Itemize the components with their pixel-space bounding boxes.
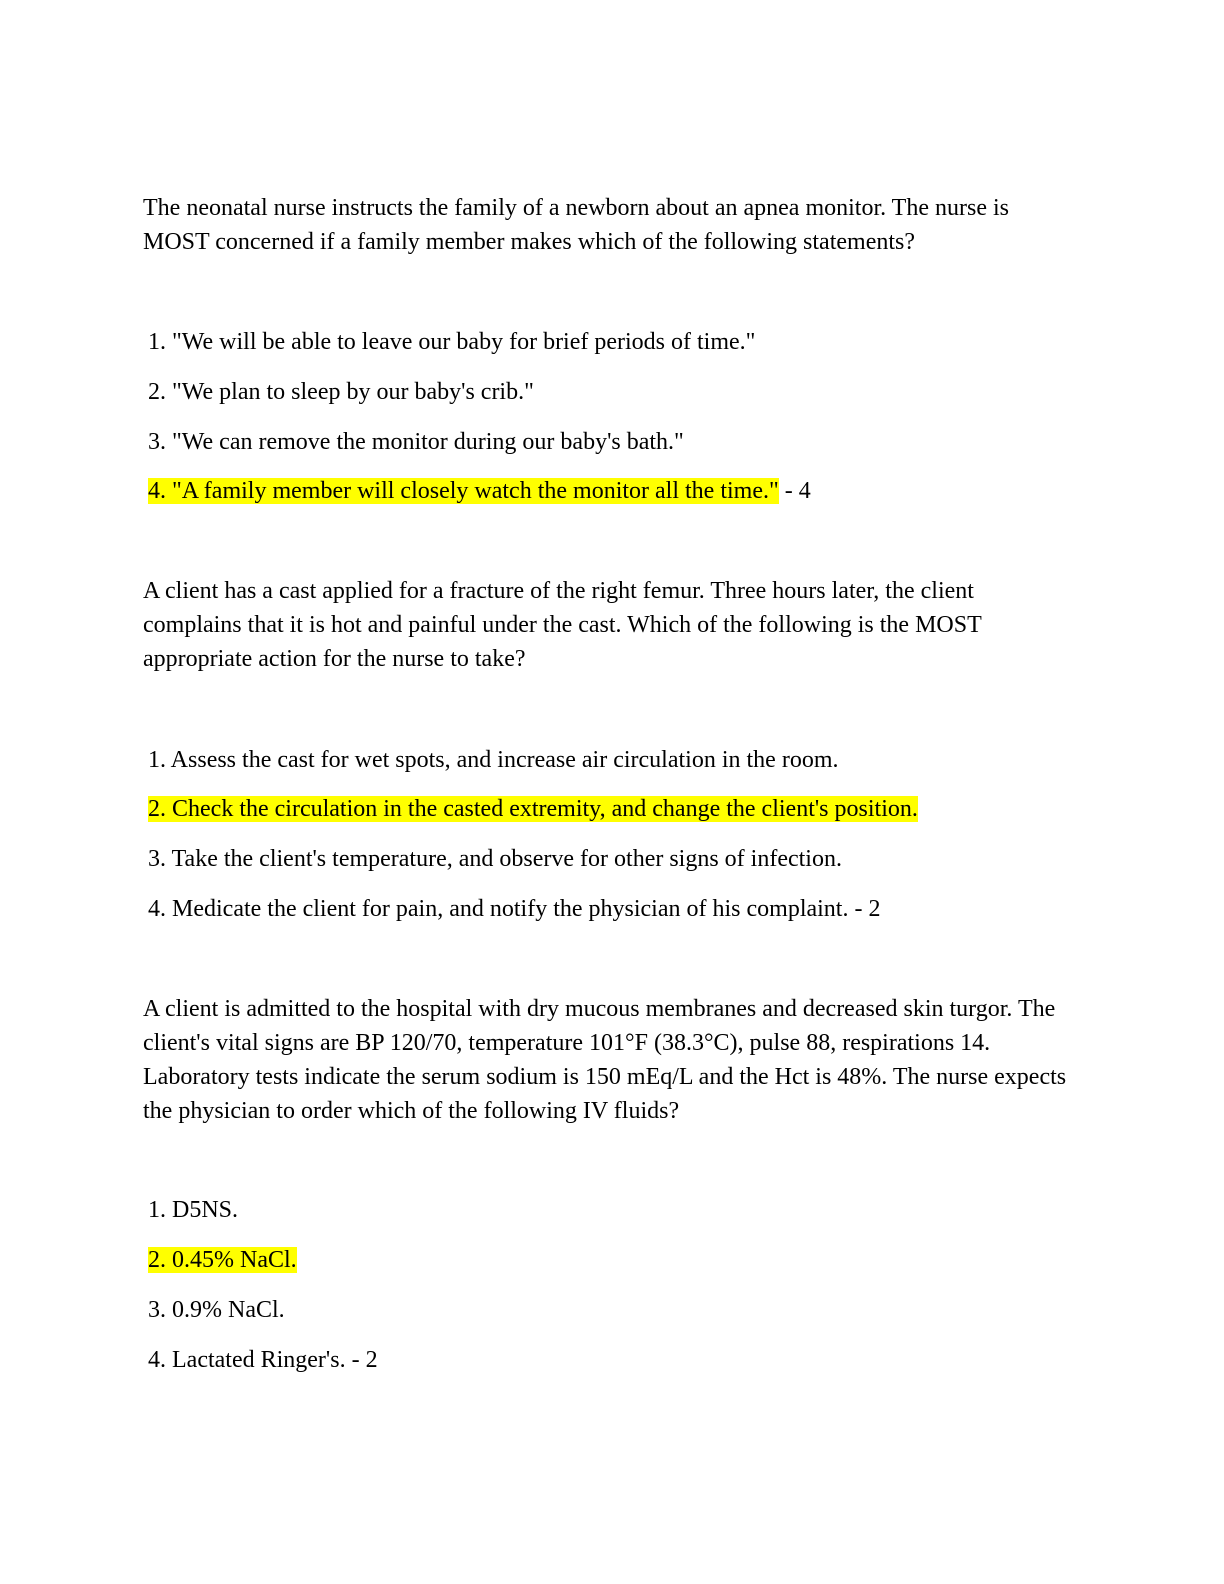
highlighted-answer: 4. "A family member will closely watch the monitor all the time.": [148, 478, 779, 504]
option-text: 3. "We can remove the monitor during our baby's bath.": [148, 429, 684, 455]
option-text: 2. "We plan to sleep by our baby's crib.": [148, 379, 534, 405]
question-1-option-2: [148, 377, 534, 407]
question-2-option-1: [148, 745, 838, 775]
option-text: 4. Medicate the client for pain, and notify the physician of his complaint.: [148, 896, 849, 922]
answer-key: - 2: [848, 896, 881, 922]
question-1-option-4: [148, 476, 811, 506]
highlighted-answer: 2. Check the circulation in the casted extremity, and change the client's position.: [148, 796, 918, 822]
question-3-option-2: [148, 1245, 297, 1275]
question-1-stem: The neonatal nurse instructs the family of a newborn about an apnea monitor. The nurse is MOST concerned if a family member makes which of the following statements?: [143, 195, 1009, 255]
question-3-stem: A client is admitted to the hospital with dry mucous membranes and decreased skin turgor. The client's vital signs are BP 120/70, temperature 101°F (38.3°C), pulse 88, respirations 14. Laboratory tests indicate the serum sodium is 150 mEq/L and the Hct is 48%. The nurse expects the physician to order which of the following IV fluids?: [143, 996, 1067, 1124]
option-text: 1. D5NS.: [148, 1197, 239, 1223]
option-text: 1. "We will be able to leave our baby for brief periods of time.": [148, 329, 756, 355]
question-3-option-3: [148, 1295, 285, 1325]
question-2-option-4: [148, 894, 880, 924]
question-2-option-3: [148, 844, 842, 874]
question-2-option-2: [148, 794, 918, 824]
highlighted-answer: 2. 0.45% NaCl.: [148, 1247, 297, 1273]
option-text: 3. 0.9% NaCl.: [148, 1297, 285, 1323]
question-3-option-4: [148, 1345, 378, 1375]
question-1-option-3: [148, 427, 684, 457]
answer-key: - 2: [345, 1347, 378, 1373]
question-3-option-1: [148, 1195, 238, 1225]
answer-key: - 4: [778, 478, 811, 504]
question-1-option-1: [148, 327, 755, 357]
option-text: 1. Assess the cast for wet spots, and increase air circulation in the room.: [148, 747, 839, 773]
question-2-stem: A client has a cast applied for a fracture of the right femur. Three hours later, the client complains that it is hot and painful under the cast. Which of the following is the MOST appropriate action for the nurse to take?: [143, 578, 982, 672]
option-text: 4. Lactated Ringer's.: [148, 1347, 346, 1373]
option-text: 3. Take the client's temperature, and observe for other signs of infection.: [148, 846, 842, 872]
